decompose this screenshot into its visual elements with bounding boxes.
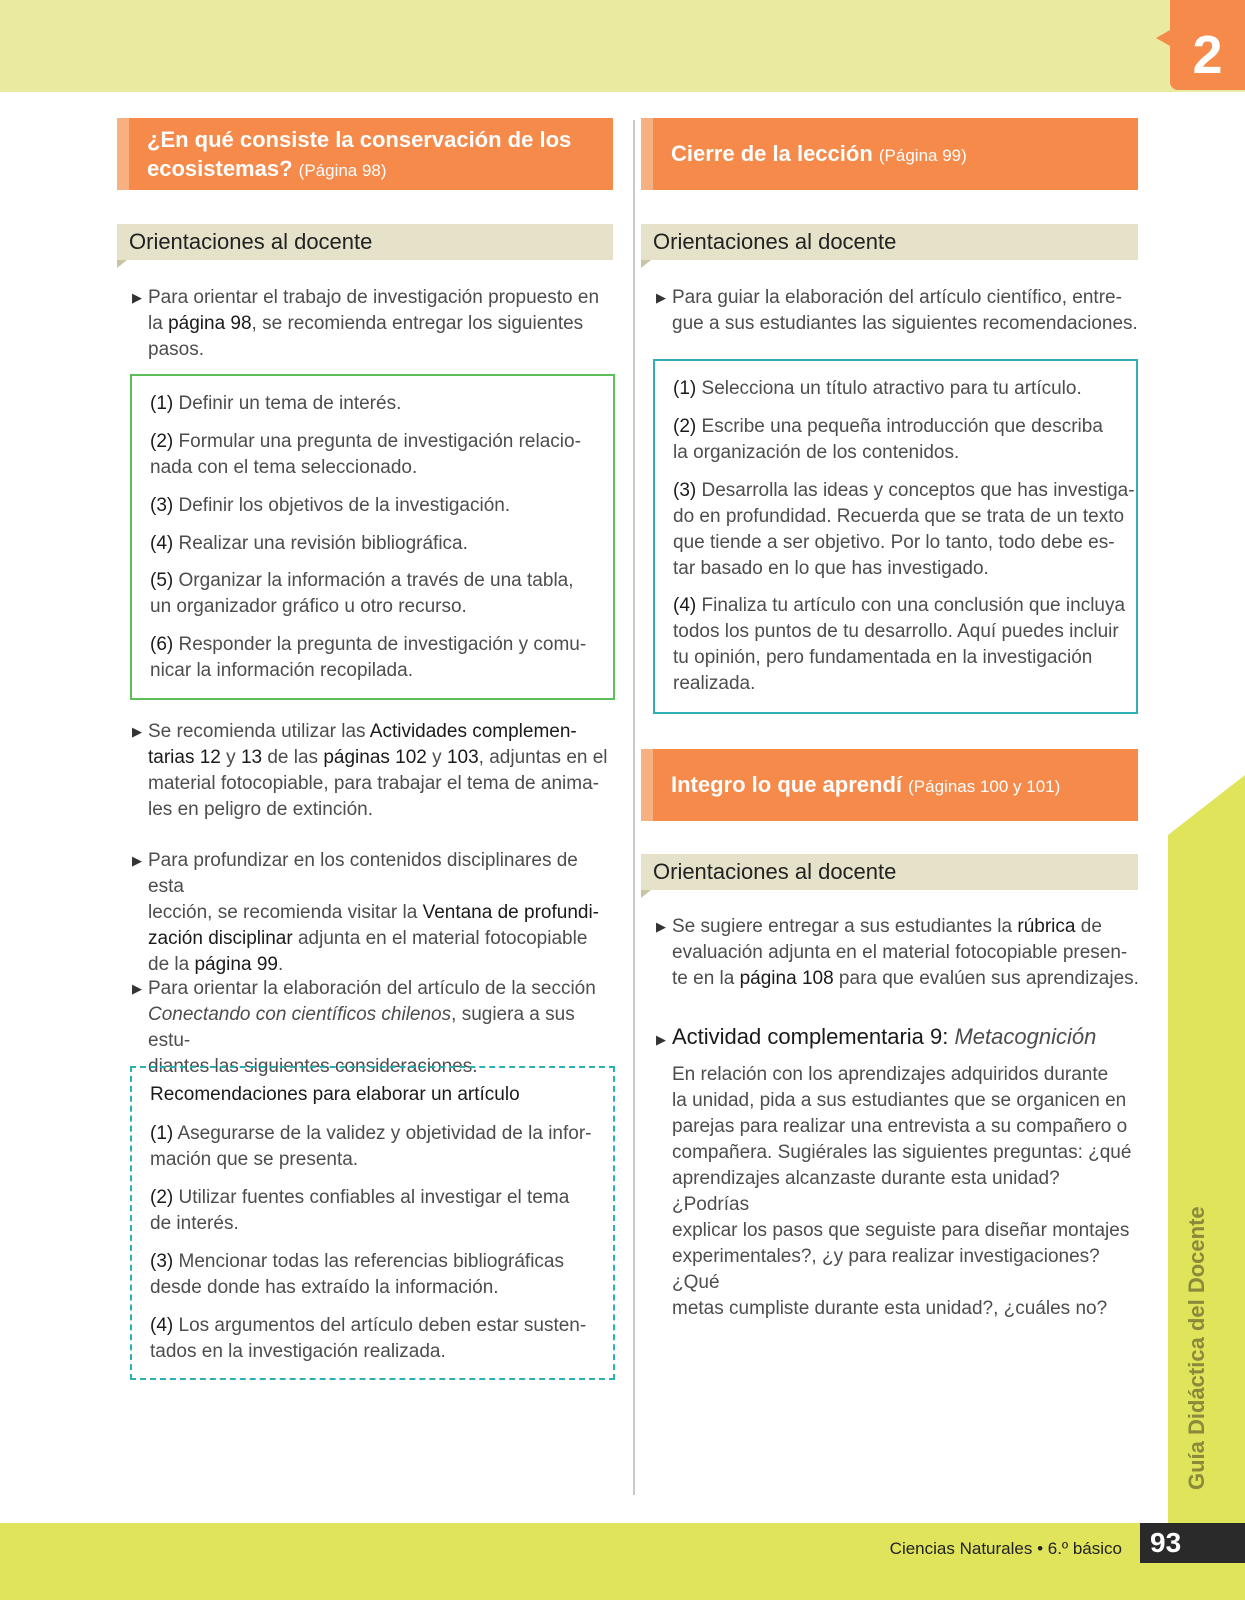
paragraph-actividades: ▶ Se recomienda utilizar las Actividades complemen- tarias 12 y 13 de las páginas 102 y 103, adjuntas en el material fotocopiable, para trabajar el tema de anima- les en peligro de extinción.: [132, 721, 608, 820]
bullet-arrow-icon: ▶: [656, 290, 666, 305]
step-item: (2) Formular una pregunta de investigación relacio- nada con el tema seleccionado.: [150, 431, 581, 478]
column-divider: [633, 120, 635, 1495]
intro-paragraph-left: ▶ Para orientar el trabajo de investigación propuesto en la página 98, se recomienda entregar los siguientes pasos.: [132, 287, 600, 360]
reco-item: (1) Asegurarse de la validez y objetividad de la infor- mación que se presenta.: [150, 1123, 592, 1170]
orientaciones-title-right-1: Orientaciones al docente: [641, 224, 1138, 260]
step-item: (2) Escribe una pequeña introducción que describa la organización de los contenidos.: [673, 416, 1103, 463]
paragraph-ventana: ▶ Para profundizar en los contenidos disciplinares de esta lección, se recomienda visitar la Ventana de profundi- zación disciplinar adjunta en el material fotocopiable de la página 99.: [132, 850, 599, 975]
step-item: (3) Desarrolla las ideas y conceptos que has investiga- do en profundidad. Recuerda que se trata de un texto que tiende a ser objetivo. Por lo tanto, todo debe es- tar basado en lo que has investigado.: [673, 480, 1135, 579]
step-item: (6) Responder la pregunta de investigación y comu- nicar la información recopilada.: [150, 634, 587, 681]
paragraph-articulo: ▶ Para orientar la elaboración del artículo de la sección Conectando con científicos chilenos, sugiera a sus estu- diantes las siguientes consideraciones.: [132, 978, 596, 1077]
activity-paragraph: En relación con los aprendizajes adquiridos durante la unidad, pida a sus estudiantes que se organicen en parejas para realizar una entrevista a su compañero o compañera. Sugiérales las siguientes preguntas: ¿qué aprendizajes alcanzaste durante esta unidad? ¿Podrías explicar los pasos que seguiste para diseñar montajes experimentales?, ¿y para realizar investigaciones? ¿Qué metas cumpliste durante esta unidad?, ¿cuáles no?: [672, 1064, 1132, 1319]
side-label-guia: Guía Didáctica del Docente: [1184, 1206, 1209, 1490]
activity-title: ▶ Actividad complementaria 9: Metacognición: [672, 1022, 1142, 1052]
bullet-arrow-icon: ▶: [132, 981, 142, 996]
reco-item: (2) Utilizar fuentes confiables al investigar el tema de interés.: [150, 1187, 570, 1234]
bullet-arrow-icon: ▶: [656, 1032, 666, 1047]
section-heading-conservacion: [117, 118, 613, 190]
paragraph-rubrica: ▶ Se sugiere entregar a sus estudiantes la rúbrica de evaluación adjunta en el material fotocopiable presen- te en la página 108 para que evalúen sus aprendizajes.: [656, 916, 1139, 989]
section-heading-cierre: [641, 118, 1138, 190]
orientaciones-title-right-2: Orientaciones al docente: [641, 854, 1138, 890]
footer-subject: Ciencias Naturales • 6.º básico: [889, 1539, 1122, 1558]
reco-item: (4) Los argumentos del artículo deben estar susten- tados en la investigación realizada.: [150, 1315, 587, 1362]
heading-stripe: [641, 118, 653, 190]
intro-paragraph-right: ▶ Para guiar la elaboración del artículo científico, entre- gue a sus estudiantes las siguientes recomendaciones.: [656, 287, 1138, 334]
step-item: (3) Definir los objetivos de la investigación.: [150, 495, 511, 516]
steps-box-green: [130, 374, 615, 700]
heading-line-2: ecosistemas? (Página 98): [147, 156, 387, 181]
recommendations-title: Recomendaciones para elaborar un artículo: [150, 1084, 520, 1105]
bullet-arrow-icon: ▶: [132, 290, 142, 305]
heading-stripe: [117, 118, 129, 190]
orientaciones-title-left: Orientaciones al docente: [117, 224, 613, 260]
bullet-arrow-icon: ▶: [656, 919, 666, 934]
bullet-arrow-icon: ▶: [132, 853, 142, 868]
reco-item: (3) Mencionar todas las referencias bibliográficas desde donde has extraído la información.: [150, 1251, 564, 1298]
section-heading-integro: [641, 749, 1138, 821]
heading-cierre-title: Cierre de la lección (Página 99): [671, 141, 967, 166]
recommendations-box-dashed: [130, 1066, 615, 1380]
step-item: (4) Finaliza tu artículo con una conclusión que incluya todos los puntos de tu desarrollo. Aquí puedes incluir tu opinión, pero fundamentada en la investigación realizada.: [673, 595, 1126, 694]
steps-box-teal: [653, 359, 1138, 714]
step-item: (1) Selecciona un título atractivo para tu artículo.: [673, 378, 1082, 399]
heading-line-1: ¿En qué consiste la conservación de los: [147, 127, 572, 152]
step-item: (5) Organizar la información a través de una tabla, un organizador gráfico u otro recurso.: [150, 570, 574, 617]
bullet-arrow-icon: ▶: [132, 724, 142, 739]
top-band: [0, 0, 1245, 92]
heading-stripe: [641, 749, 653, 821]
heading-integro-title: Integro lo que aprendí (Páginas 100 y 101): [671, 772, 1061, 797]
unit-number-tab: 2: [1170, 0, 1245, 90]
step-item: (4) Realizar una revisión bibliográfica.: [150, 533, 468, 554]
page-number: 93: [1140, 1523, 1245, 1563]
step-item: (1) Definir un tema de interés.: [150, 393, 402, 414]
